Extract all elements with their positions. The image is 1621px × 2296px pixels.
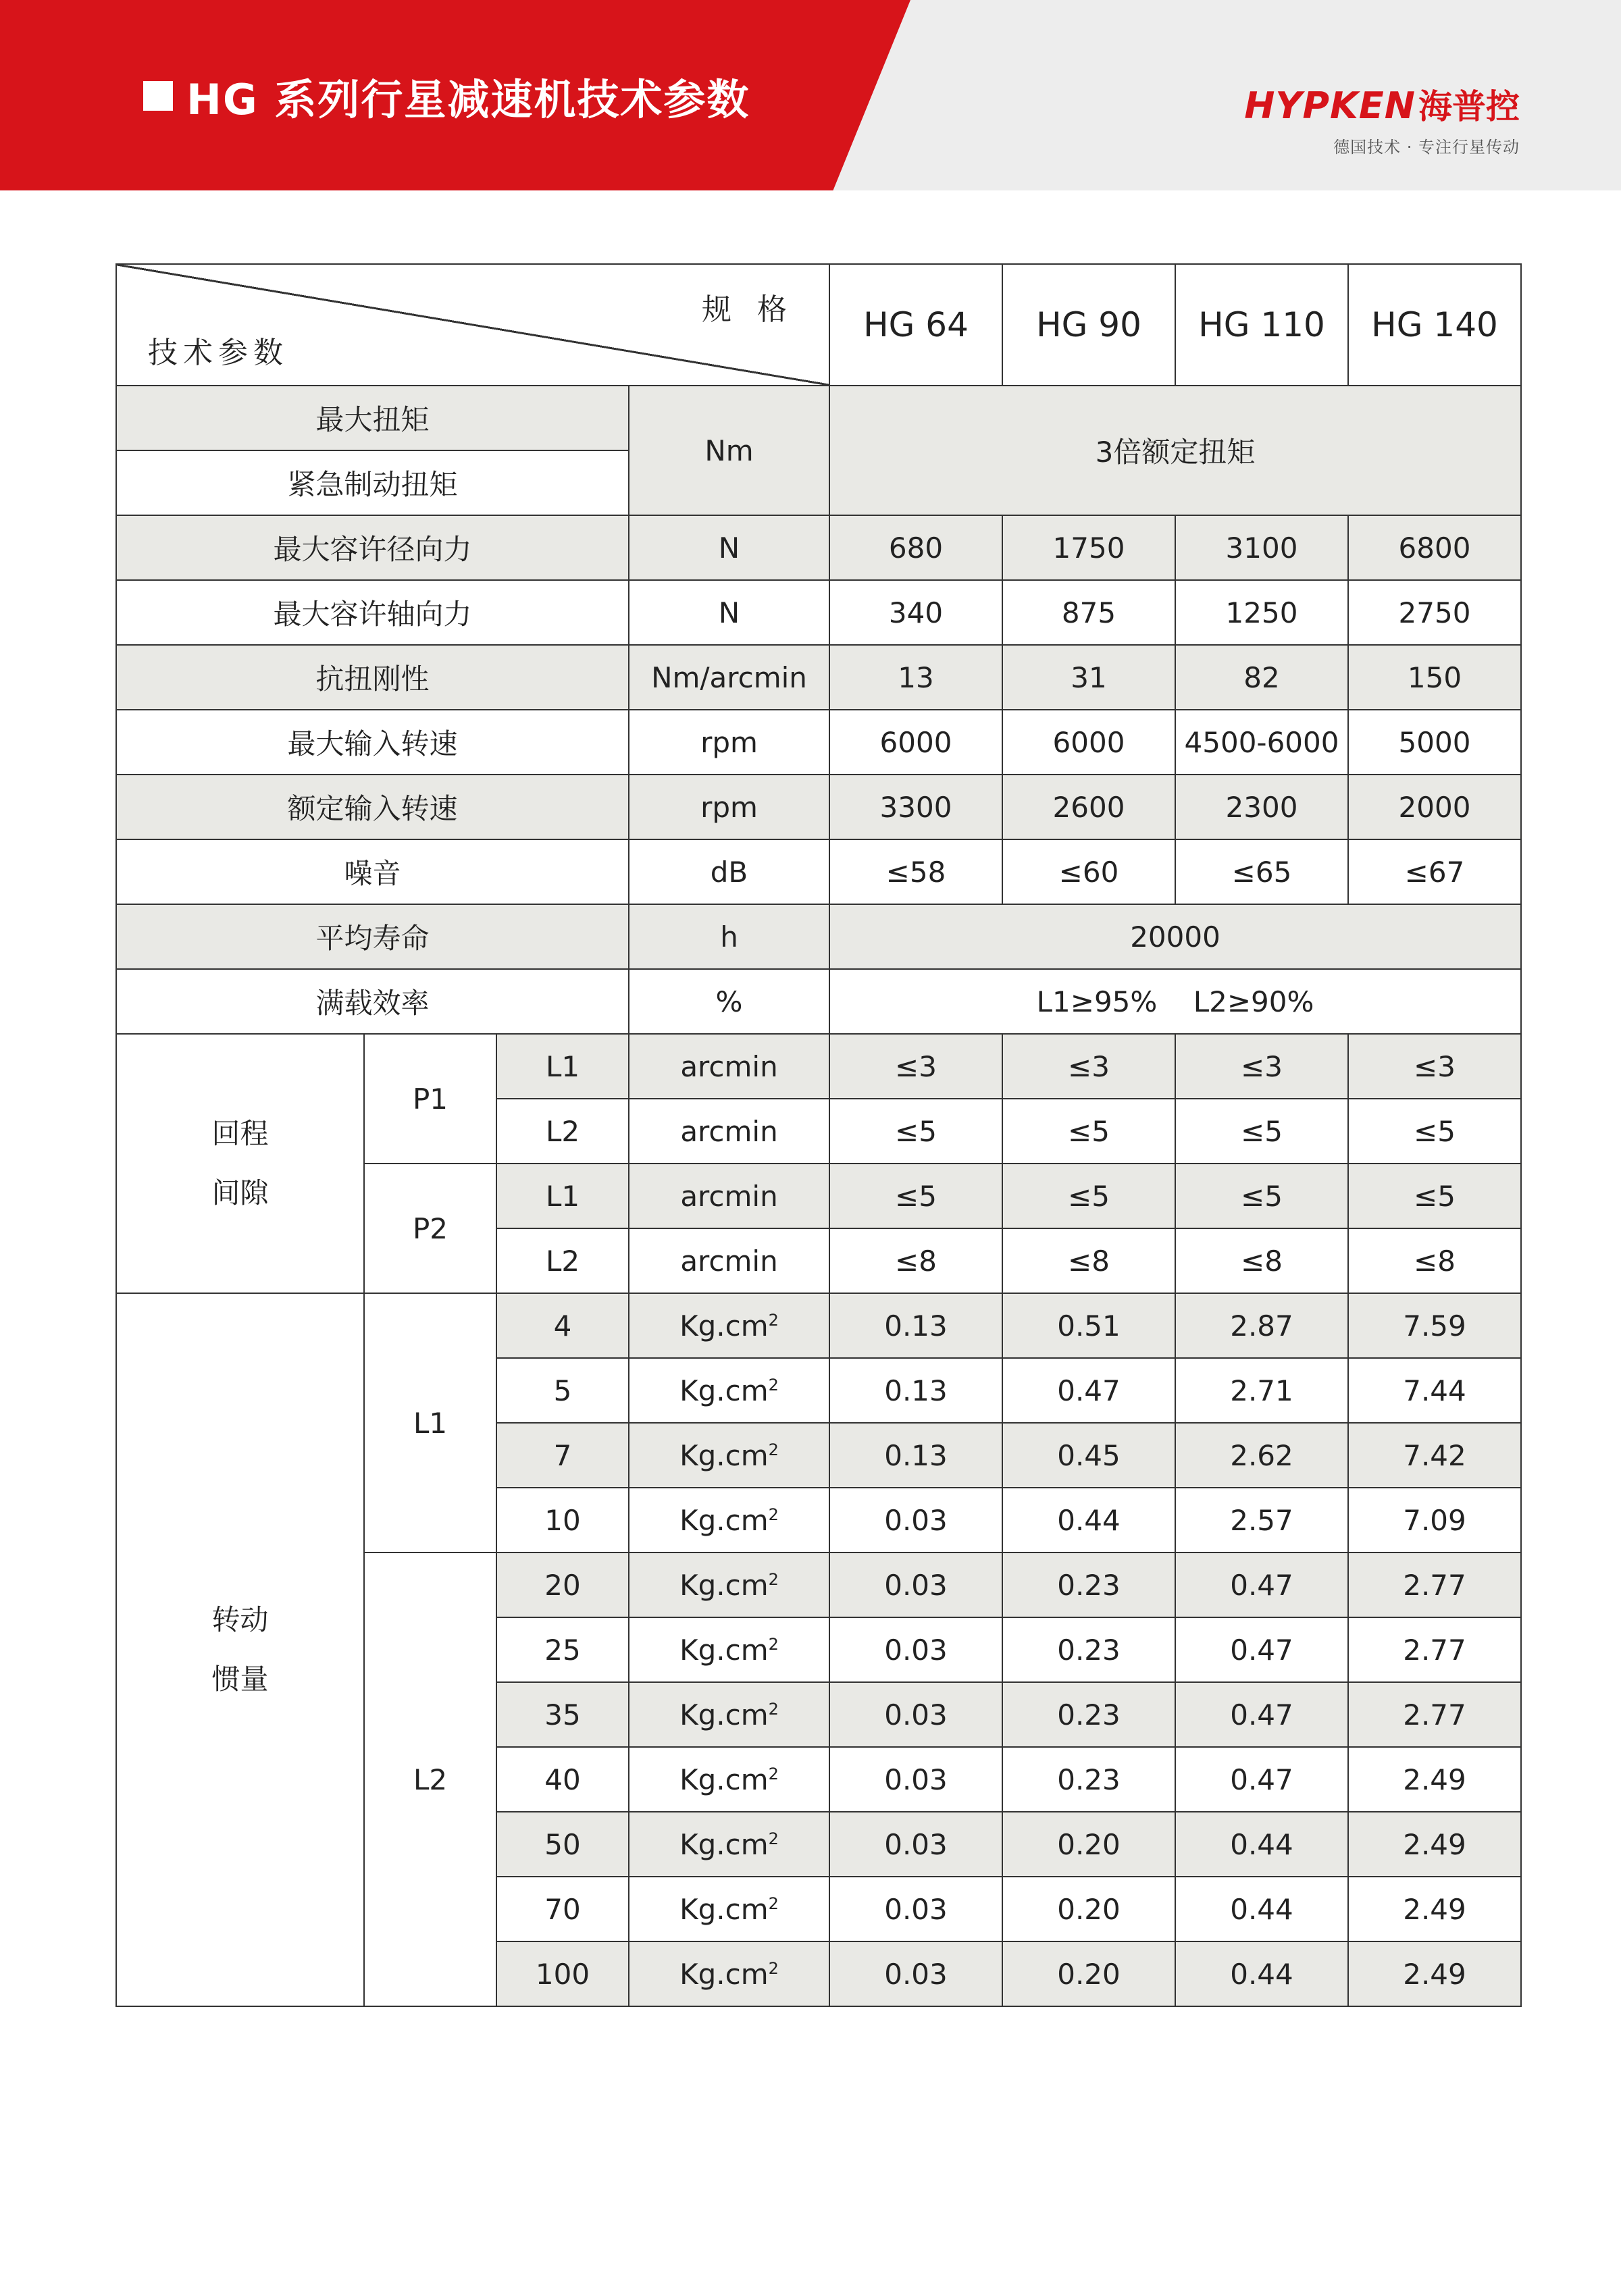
unit-base: Kg.cm [679, 1763, 769, 1796]
unit-base: Kg.cm [679, 1827, 769, 1861]
value-cell: 0.47 [1175, 1682, 1348, 1747]
unit-base: Kg.cm [679, 1438, 769, 1472]
value-cell: 0.03 [829, 1488, 1002, 1553]
value-cell: 0.51 [1002, 1293, 1175, 1358]
value-cell: 2.49 [1348, 1877, 1521, 1941]
value-cell: 2600 [1002, 775, 1175, 839]
value-cell: 82 [1175, 645, 1348, 710]
value-cell: 6800 [1348, 515, 1521, 580]
table-row [116, 775, 1521, 839]
efficiency-value: L1≥95% L2≥90% [829, 969, 1521, 1034]
value-cell: 7.42 [1348, 1423, 1521, 1488]
value-cell: ≤5 [1002, 1164, 1175, 1228]
unit-cell: arcmin [629, 1164, 829, 1228]
brand-name-en: HYPKEN [1244, 84, 1416, 127]
table-row [116, 515, 1521, 580]
model-header: HG 90 [1002, 264, 1175, 386]
value-cell: 2750 [1348, 580, 1521, 645]
spec-table [115, 263, 1522, 2007]
table-row [116, 580, 1521, 645]
unit-cell: % [629, 969, 829, 1034]
param-label: 紧急制动扭矩 [116, 450, 629, 515]
stage-cell: L1 [496, 1164, 629, 1228]
value-cell: 0.44 [1175, 1812, 1348, 1877]
unit-sup: 2 [768, 1375, 779, 1394]
ratio-cell: 5 [496, 1358, 629, 1423]
value-cell: 150 [1348, 645, 1521, 710]
value-cell: 0.03 [829, 1812, 1002, 1877]
value-cell: 0.03 [829, 1617, 1002, 1682]
backlash-group-label [116, 1034, 364, 1293]
value-cell: ≤5 [1348, 1099, 1521, 1164]
inertia-group-label [116, 1293, 364, 2006]
unit-base: Kg.cm [679, 1698, 769, 1731]
table-header-row [116, 264, 1521, 386]
unit-sup: 2 [768, 1569, 779, 1589]
value-cell: 0.03 [829, 1877, 1002, 1941]
value-cell: 2.77 [1348, 1682, 1521, 1747]
value-cell: 2.49 [1348, 1941, 1521, 2006]
life-value: 20000 [829, 904, 1521, 969]
ratio-cell: 100 [496, 1941, 629, 2006]
unit-cell: Nm [629, 386, 829, 515]
value-cell: ≤8 [1002, 1228, 1175, 1293]
backlash-label-line2: 间隙 [211, 1176, 269, 1209]
value-cell: 0.20 [1002, 1941, 1175, 2006]
unit-cell [629, 1358, 829, 1423]
unit-cell [629, 1747, 829, 1812]
unit-base: Kg.cm [679, 1309, 769, 1342]
ratio-cell: 70 [496, 1877, 629, 1941]
value-cell: 0.47 [1175, 1553, 1348, 1617]
unit-cell [629, 1617, 829, 1682]
value-cell: 2.49 [1348, 1747, 1521, 1812]
value-cell: 0.45 [1002, 1423, 1175, 1488]
value-cell: 0.23 [1002, 1617, 1175, 1682]
unit-cell [629, 1682, 829, 1747]
unit-sup: 2 [768, 1310, 779, 1330]
unit-sup: 2 [768, 1829, 779, 1848]
value-cell: ≤8 [1175, 1228, 1348, 1293]
unit-base: Kg.cm [679, 1957, 769, 1991]
value-cell: 5000 [1348, 710, 1521, 775]
value-cell: ≤8 [829, 1228, 1002, 1293]
unit-cell: rpm [629, 710, 829, 775]
value-cell: 2000 [1348, 775, 1521, 839]
param-label: 最大输入转速 [116, 710, 629, 775]
value-cell: 3300 [829, 775, 1002, 839]
page-header [0, 0, 1621, 190]
value-cell: 0.20 [1002, 1812, 1175, 1877]
value-cell: 0.47 [1002, 1358, 1175, 1423]
unit-cell: dB [629, 839, 829, 904]
ratio-cell: 40 [496, 1747, 629, 1812]
table-row [116, 839, 1521, 904]
unit-sup: 2 [768, 1699, 779, 1719]
value-cell: 2.77 [1348, 1553, 1521, 1617]
inertia-label-line1: 转动 [211, 1603, 269, 1636]
value-cell: 1250 [1175, 580, 1348, 645]
value-cell: 0.13 [829, 1293, 1002, 1358]
value-cell: ≤3 [1175, 1034, 1348, 1099]
corner-cell [116, 264, 829, 386]
torque-value: 3倍额定扭矩 [829, 386, 1521, 515]
inertia-label-line2: 惯量 [211, 1663, 269, 1696]
value-cell: 2.62 [1175, 1423, 1348, 1488]
unit-base: Kg.cm [679, 1568, 769, 1602]
stage-cell: L1 [496, 1034, 629, 1099]
unit-sup: 2 [768, 1634, 779, 1654]
stage-cell: L2 [496, 1099, 629, 1164]
unit-cell: arcmin [629, 1099, 829, 1164]
table-row [116, 386, 1521, 450]
value-cell: 2300 [1175, 775, 1348, 839]
unit-cell [629, 1941, 829, 2006]
unit-cell: N [629, 515, 829, 580]
page-title: HG 系列行星减速机技术参数 [186, 74, 750, 124]
value-cell: 2.71 [1175, 1358, 1348, 1423]
unit-cell: Nm/arcmin [629, 645, 829, 710]
param-label: 满载效率 [116, 969, 629, 1034]
unit-sup: 2 [768, 1958, 779, 1978]
table-row [116, 904, 1521, 969]
stage-cell: L2 [496, 1228, 629, 1293]
value-cell: ≤8 [1348, 1228, 1521, 1293]
value-cell: 0.03 [829, 1941, 1002, 2006]
stage-group-l1: L1 [364, 1293, 496, 1553]
value-cell: 0.23 [1002, 1747, 1175, 1812]
value-cell: ≤3 [1002, 1034, 1175, 1099]
unit-cell: N [629, 580, 829, 645]
value-cell: ≤5 [829, 1164, 1002, 1228]
unit-base: Kg.cm [679, 1633, 769, 1667]
ratio-cell: 25 [496, 1617, 629, 1682]
param-label: 最大容许径向力 [116, 515, 629, 580]
stage-group-p2: P2 [364, 1164, 496, 1293]
unit-sup: 2 [768, 1440, 779, 1459]
table-row [116, 969, 1521, 1034]
model-header: HG 110 [1175, 264, 1348, 386]
unit-cell: rpm [629, 775, 829, 839]
value-cell: 6000 [829, 710, 1002, 775]
ratio-cell: 50 [496, 1812, 629, 1877]
unit-cell [629, 1488, 829, 1553]
value-cell: 6000 [1002, 710, 1175, 775]
value-cell: 3100 [1175, 515, 1348, 580]
value-cell: 0.23 [1002, 1682, 1175, 1747]
value-cell: ≤3 [829, 1034, 1002, 1099]
table-row [116, 710, 1521, 775]
value-cell: 0.44 [1002, 1488, 1175, 1553]
unit-cell [629, 1812, 829, 1877]
unit-cell [629, 1293, 829, 1358]
value-cell: ≤3 [1348, 1034, 1521, 1099]
ratio-cell: 4 [496, 1293, 629, 1358]
unit-base: Kg.cm [679, 1374, 769, 1407]
value-cell: 340 [829, 580, 1002, 645]
value-cell: 0.20 [1002, 1877, 1175, 1941]
param-label: 最大容许轴向力 [116, 580, 629, 645]
value-cell: 31 [1002, 645, 1175, 710]
stage-group-p1: P1 [364, 1034, 496, 1164]
value-cell: 0.23 [1002, 1553, 1175, 1617]
value-cell: 7.59 [1348, 1293, 1521, 1358]
ratio-cell: 35 [496, 1682, 629, 1747]
value-cell: 7.44 [1348, 1358, 1521, 1423]
value-cell: 13 [829, 645, 1002, 710]
value-cell: 0.13 [829, 1423, 1002, 1488]
value-cell: 2.57 [1175, 1488, 1348, 1553]
backlash-label-line1: 回程 [211, 1117, 269, 1150]
value-cell: 2.49 [1348, 1812, 1521, 1877]
value-cell: ≤5 [1175, 1099, 1348, 1164]
value-cell: 2.77 [1348, 1617, 1521, 1682]
unit-base: Kg.cm [679, 1503, 769, 1537]
brand-logo [1244, 80, 1520, 157]
value-cell: 680 [829, 515, 1002, 580]
param-label: 噪音 [116, 839, 629, 904]
header-title-group [143, 70, 750, 122]
brand-tagline: 德国技术 · 专注行星传动 [1333, 138, 1520, 157]
value-cell: ≤5 [1348, 1164, 1521, 1228]
unit-base: Kg.cm [679, 1892, 769, 1926]
stage-group-l2: L2 [364, 1553, 496, 2006]
value-cell: 0.44 [1175, 1941, 1348, 2006]
param-label: 抗扭刚性 [116, 645, 629, 710]
unit-cell: arcmin [629, 1228, 829, 1293]
value-cell: ≤5 [829, 1099, 1002, 1164]
value-cell: ≤5 [1175, 1164, 1348, 1228]
brand-name [1244, 80, 1520, 128]
value-cell: 0.47 [1175, 1747, 1348, 1812]
unit-cell [629, 1877, 829, 1941]
unit-cell: arcmin [629, 1034, 829, 1099]
corner-spec-label: 规 格 [702, 292, 795, 327]
value-cell: ≤67 [1348, 839, 1521, 904]
value-cell: 0.47 [1175, 1617, 1348, 1682]
value-cell: 0.03 [829, 1553, 1002, 1617]
value-cell: 875 [1002, 580, 1175, 645]
square-bullet-icon [143, 81, 173, 111]
unit-sup: 2 [768, 1894, 779, 1913]
unit-cell [629, 1553, 829, 1617]
table-row [116, 645, 1521, 710]
value-cell: 4500-6000 [1175, 710, 1348, 775]
table-row [116, 1293, 1521, 1358]
value-cell: ≤65 [1175, 839, 1348, 904]
unit-cell [629, 1423, 829, 1488]
param-label: 平均寿命 [116, 904, 629, 969]
param-label: 额定输入转速 [116, 775, 629, 839]
model-header: HG 64 [829, 264, 1002, 386]
value-cell: ≤60 [1002, 839, 1175, 904]
value-cell: ≤5 [1002, 1099, 1175, 1164]
corner-param-label: 技术参数 [148, 336, 288, 370]
value-cell: 1750 [1002, 515, 1175, 580]
value-cell: 2.87 [1175, 1293, 1348, 1358]
value-cell: 0.03 [829, 1747, 1002, 1812]
unit-sup: 2 [768, 1505, 779, 1524]
value-cell: 0.03 [829, 1682, 1002, 1747]
unit-cell: h [629, 904, 829, 969]
param-label: 最大扭矩 [116, 386, 629, 450]
value-cell: 7.09 [1348, 1488, 1521, 1553]
ratio-cell: 10 [496, 1488, 629, 1553]
value-cell: ≤58 [829, 839, 1002, 904]
value-cell: 0.13 [829, 1358, 1002, 1423]
ratio-cell: 7 [496, 1423, 629, 1488]
model-header: HG 140 [1348, 264, 1521, 386]
ratio-cell: 20 [496, 1553, 629, 1617]
unit-sup: 2 [768, 1764, 779, 1783]
brand-name-cn: 海普控 [1418, 87, 1520, 126]
table-row [116, 1034, 1521, 1099]
value-cell: 0.44 [1175, 1877, 1348, 1941]
